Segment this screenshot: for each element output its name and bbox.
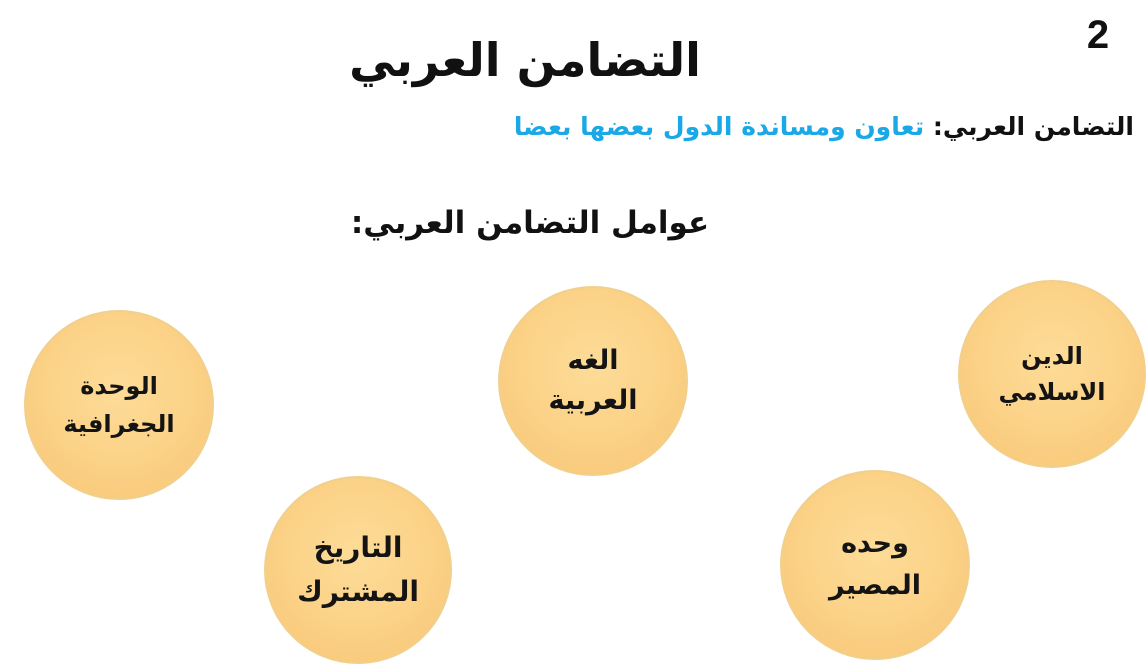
- factor-label-religion: الدين الاسلامي: [998, 342, 1106, 406]
- factor-label-destiny: وحده المصير: [829, 528, 921, 601]
- slide-title: التضامن العربي: [349, 33, 701, 87]
- definition-term: التضامن العربي:: [932, 112, 1134, 141]
- definition-line: [414, 104, 1134, 150]
- factor-label-language: الغه العربية: [548, 345, 638, 416]
- factor-label-history: التاريخ المشترك: [297, 531, 419, 608]
- factors-heading: عوامل التضامن العربي:: [350, 205, 710, 241]
- factor-label-geography: الوحدة الجغرافية: [63, 372, 175, 438]
- definition-meaning: تعاون ومساندة الدول بعضها بعضا: [513, 112, 925, 141]
- factor-circle-religion: [958, 280, 1146, 468]
- factor-circle-language: [498, 286, 688, 476]
- factor-circle-history: [264, 476, 452, 664]
- page-number: 2: [1086, 13, 1110, 57]
- factor-circle-geography: [24, 310, 214, 500]
- factor-circle-destiny: [780, 470, 970, 660]
